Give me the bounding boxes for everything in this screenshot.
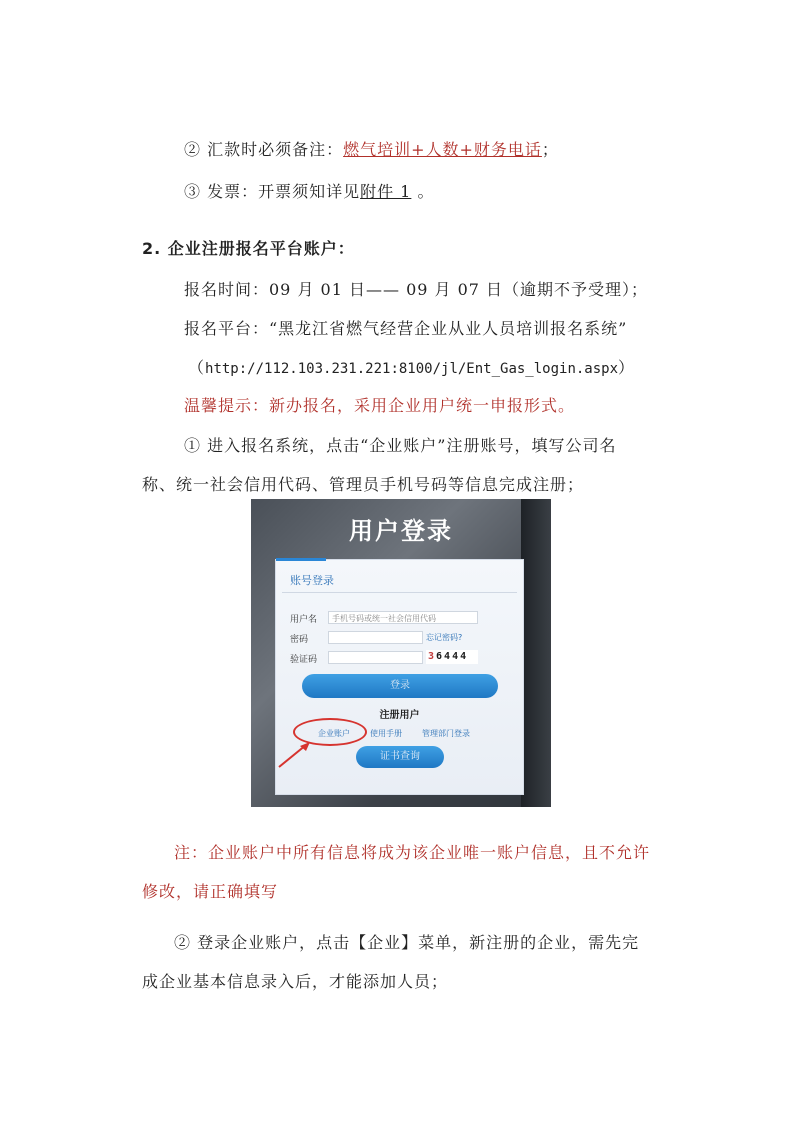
remit-note: 燃气培训+人数+财务电话 <box>343 140 542 159</box>
platform-name: 报名平台：“黑龙江省燃气经营企业从业人员培训报名系统” <box>184 319 628 338</box>
username-label: 用户名 <box>290 615 318 625</box>
remit-line <box>184 137 559 160</box>
step1-line2: 称、统一社会信用代码、管理员手机号码等信息完成注册； <box>142 475 585 494</box>
arrow-icon <box>276 740 316 770</box>
captcha-image[interactable] <box>426 650 478 664</box>
invoice-suffix: 。 <box>411 182 435 201</box>
attachment-link[interactable]: 附件 1 <box>360 182 412 201</box>
note-line2: 修改，请正确填写 <box>142 882 279 901</box>
password-input[interactable] <box>328 631 423 644</box>
username-input[interactable]: 手机号码或统一社会信用代码 <box>328 611 478 624</box>
invoice-prefix: ③ 发票：开票须知详见 <box>184 182 361 201</box>
link-user-manual[interactable]: 使用手册 <box>370 729 402 738</box>
captcha-label: 验证码 <box>290 655 318 665</box>
login-title: 用户登录 <box>349 517 453 545</box>
register-title: 注册用户 <box>379 710 420 721</box>
forgot-password-link[interactable]: 忘记密码? <box>426 633 463 642</box>
step1-line1: ① 进入报名系统，点击“企业账户”注册账号，填写公司名 <box>184 436 617 455</box>
captcha-digits-rest: 6444 <box>436 651 469 662</box>
step2-line1: ② 登录企业账户，点击【企业】菜单，新注册的企业，需先完 <box>174 933 640 952</box>
certificate-query-button[interactable]: 证书查询 <box>356 746 444 768</box>
remit-suffix: ； <box>541 140 559 159</box>
login-button[interactable]: 登录 <box>302 674 498 698</box>
signup-time: 报名时间：09 月 01 日—— 09 月 07 日（逾期不予受理）； <box>184 280 649 299</box>
tip-text: 温馨提示：新办报名，采用企业用户统一申报形式。 <box>184 396 576 415</box>
step2-line2: 成企业基本信息录入后，才能添加人员； <box>142 972 449 991</box>
platform-url[interactable]: http://112.103.231.221:8100/jl/Ent_Gas_login.aspx <box>205 361 619 377</box>
captcha-digit-first: 3 <box>428 651 437 662</box>
note-line1: 注：企业账户中所有信息将成为该企业唯一账户信息，且不允许 <box>174 843 651 862</box>
link-enterprise-account[interactable]: 企业账户 <box>318 729 350 738</box>
password-label: 密码 <box>290 635 309 645</box>
tab-underline <box>276 558 326 561</box>
link-admin-login[interactable]: 管理部门登录 <box>422 729 470 738</box>
url-close: ） <box>618 358 636 377</box>
section-heading: 2. 企业注册报名平台账户： <box>142 239 355 258</box>
url-open: （ <box>188 358 206 377</box>
captcha-input[interactable] <box>328 651 423 664</box>
panel-divider <box>282 592 517 593</box>
platform-url-line <box>188 355 635 378</box>
remit-prefix: ② 汇款时必须备注： <box>184 140 344 159</box>
tab-account-login[interactable]: 账号登录 <box>290 574 334 587</box>
invoice-line <box>184 179 434 202</box>
